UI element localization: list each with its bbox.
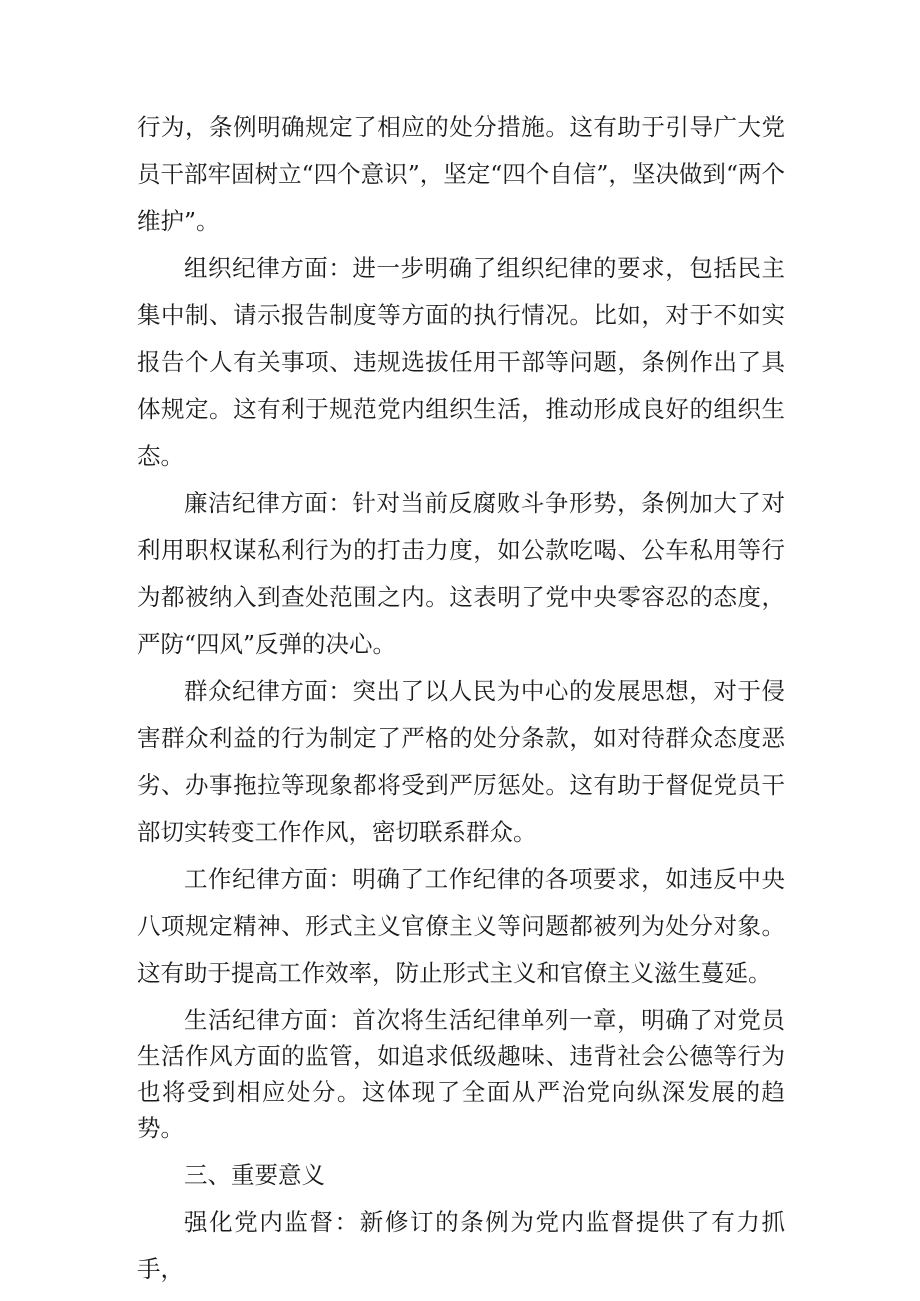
paragraph-political-continuation: 行为，条例明确规定了相应的处分措施。这有助于引导广大党员干部牢固树立“四个意识”，坚定“四个自信”，坚决做到“两个维护”。 [137, 113, 785, 235]
paragraph-integrity-discipline: 廉洁纪律方面：针对当前反腐败斗争形势，条例加大了对利用职权谋私利行为的打击力度，如公款吃喝、公车私用等行为都被纳入到查处范围之内。这表明了党中央零容忍的态度，严防“四风”反弹的决心。 [137, 489, 785, 658]
paragraph-strengthen-supervision: 强化党内监督：新修订的条例为党内监督提供了有力抓手， [137, 1208, 785, 1283]
paragraph-work-discipline: 工作纪律方面：明确了工作纪律的各项要求，如违反中央八项规定精神、形式主义官僚主义等问题都被列为处分对象。这有助于提高工作效率，防止形式主义和官僚主义滋生蔓延。 [137, 865, 785, 987]
paragraph-life-discipline: 生活纪律方面：首次将生活纪律单列一章，明确了对党员生活作风方面的监管，如追求低级趣味、违背社会公德等行为也将受到相应处分。这体现了全面从严治党向纵深发展的趋势。 [137, 1006, 785, 1142]
paragraph-organization-discipline: 组织纪律方面：进一步明确了组织纪律的要求，包括民主集中制、请示报告制度等方面的执行情况。比如，对于不如实报告个人有关事项、违规选拔任用干部等问题，条例作出了具体规定。这有利于规范党内组织生活，推动形成良好的组织生态。 [137, 254, 785, 470]
document-body [137, 104, 785, 1293]
paragraph-mass-discipline: 群众纪律方面：突出了以人民为中心的发展思想，对于侵害群众利益的行为制定了严格的处分条款，如对待群众态度恶劣、办事拖拉等现象都将受到严厉惩处。这有助于督促党员干部切实转变工作作风，密切联系群众。 [137, 677, 785, 846]
section-heading: 三、重要意义 [184, 1161, 325, 1189]
